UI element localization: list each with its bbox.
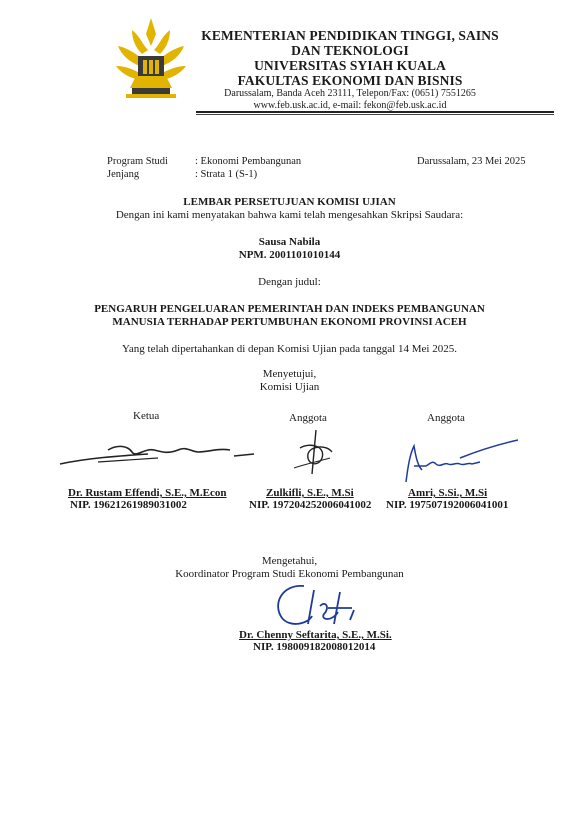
coordinator-name: Dr. Chenny Seftarita, S.E., M.Si. [239,629,392,641]
address: Darussalam, Banda Aceh 23111, Telepon/Fax: (0651) 7551265 [224,88,476,99]
signature-member-2 [400,436,520,484]
signature-coordinator [268,580,378,632]
signature-member-1 [286,428,346,476]
ministry-line1: KEMENTERIAN PENDIDIKAN TINGGI, SAINS [201,28,499,43]
defense-note: Yang telah dipertahankan di depan Komisi Ujian pada tanggal 14 Mei 2025. [122,343,457,355]
university-name: UNIVERSITAS SYIAH KUALA [254,58,446,73]
role-member-1: Anggota [289,412,327,424]
title-intro: Dengan judul: [258,276,321,288]
student-npm: NPM. 2001101010144 [238,249,341,261]
header-rule [196,111,554,113]
ack-position: Koordinator Program Studi Ekonomi Pembangunan [175,568,404,580]
program-value: : Ekonomi Pembangunan [195,156,302,167]
header-rule-thin [196,114,554,115]
role-member-2: Anggota [427,412,465,424]
student-name: Sausa Nabila [258,236,321,248]
approved-label: Menyetujui, [262,368,317,380]
role-chair: Ketua [133,410,160,422]
member1-name: Zulkifli, S.E., M.Si [266,487,354,499]
member1-nip: NIP. 197204252006041002 [249,499,372,511]
ack-label: Mengetahui, [261,555,318,567]
chair-nip: NIP. 19621261989031002 [70,499,187,511]
heading: LEMBAR PERSETUJUAN KOMISI UJIAN [183,196,396,208]
thesis-title-line1: PENGARUH PENGELUARAN PEMERINTAH DAN INDEKS PEMBANGUNAN [94,303,485,315]
level-value: : Strata 1 (S-1) [195,169,258,180]
ministry-line2: DAN TEKNOLOGI [291,43,409,58]
chair-name: Dr. Rustam Effendi, S.E., M.Econ [68,487,227,499]
signature-chair [58,438,258,470]
level-label: Jenjang [107,169,140,180]
thesis-title-line2: MANUSIA TERHADAP PERTUMBUHAN EKONOMI PROVINSI ACEH [112,316,467,328]
university-logo [112,16,190,100]
faculty-name: FAKULTAS EKONOMI DAN BISNIS [237,73,463,88]
place-date: Darussalam, 23 Mei 2025 [417,156,526,167]
coordinator-nip: NIP. 198009182008012014 [253,641,376,653]
statement: Dengan ini kami menyatakan bahwa kami telah mengesahkan Skripsi Saudara: [115,209,464,221]
committee-label: Komisi Ujian [259,381,320,393]
member2-name: Amri, S.Si., M.Si [408,487,488,499]
program-label: Program Studi [107,156,168,167]
contact: www.feb.usk.ac.id, e-mail: fekon@feb.usk.ac.id [253,100,447,111]
member2-nip: NIP. 197507192006041001 [386,499,509,511]
letterhead [200,28,500,112]
